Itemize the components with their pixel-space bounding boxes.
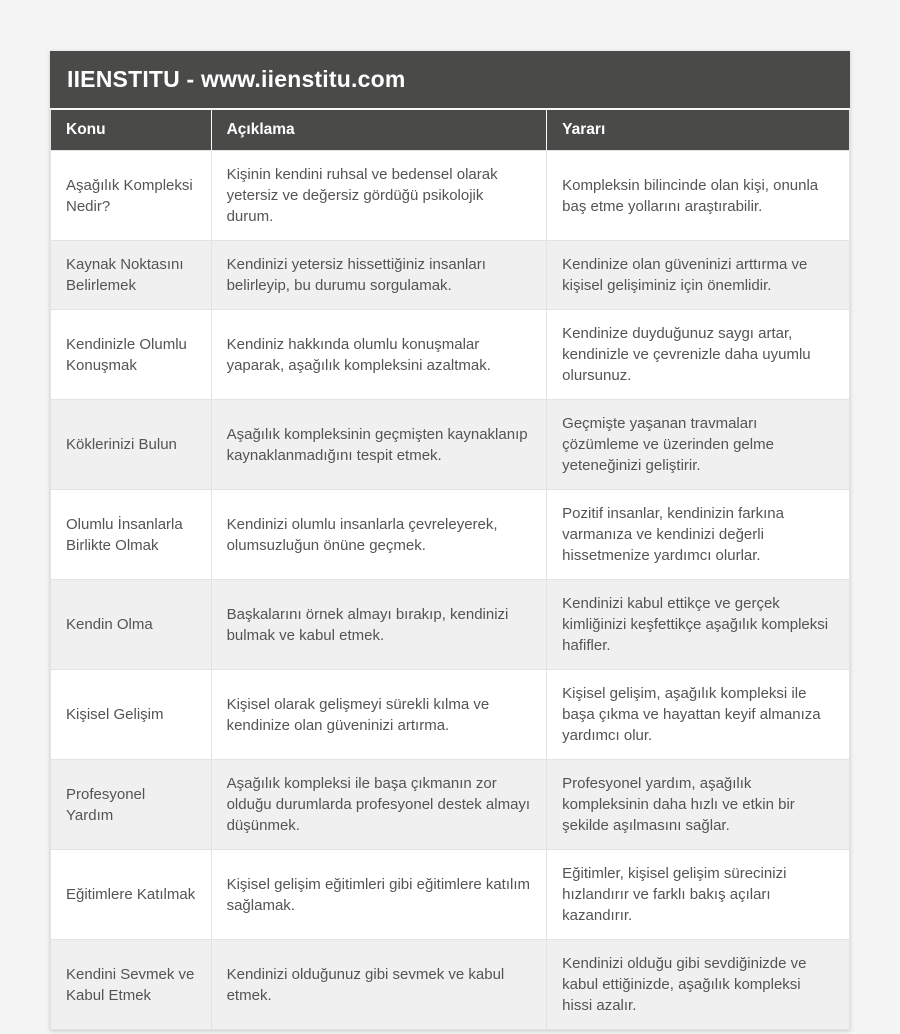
column-header-yarari: Yararı [547,110,850,151]
title-bar [50,51,850,110]
table-row [51,310,850,400]
cell-konu: Aşağılık Kompleksi Nedir? [51,151,212,241]
cell-yarari: Geçmişte yaşanan travmaları çözümleme ve üzerinden gelme yeteneğinizi geliştirir. [547,400,850,490]
cell-konu: Olumlu İnsanlarla Birlikte Olmak [51,490,212,580]
cell-yarari: Eğitimler, kişisel gelişim sürecinizi hızlandırır ve farklı bakış açıları kazandırır. [547,850,850,940]
cell-aciklama: Kişisel olarak gelişmeyi sürekli kılma ve kendinize olan güveninizi artırma. [211,670,547,760]
cell-konu: Profesyonel Yardım [51,760,212,850]
cell-yarari: Kendinizi kabul ettikçe ve gerçek kimliğinizi keşfettikçe aşağılık kompleksi hafifler. [547,580,850,670]
table-row [51,151,850,241]
cell-konu: Eğitimlere Katılmak [51,850,212,940]
cell-aciklama: Kişinin kendini ruhsal ve bedensel olarak yetersiz ve değersiz gördüğü psikolojik durum. [211,151,547,241]
cell-aciklama: Kendinizi olumlu insanlarla çevreleyerek, olumsuzluğun önüne geçmek. [211,490,547,580]
table-row [51,670,850,760]
cell-konu: Kişisel Gelişim [51,670,212,760]
cell-yarari: Kompleksin bilincinde olan kişi, onunla baş etme yollarını araştırabilir. [547,151,850,241]
table-row [51,241,850,310]
cell-aciklama: Kendinizi olduğunuz gibi sevmek ve kabul etmek. [211,940,547,1030]
cell-aciklama: Aşağılık kompleksinin geçmişten kaynaklanıp kaynaklanmadığını tespit etmek. [211,400,547,490]
table-header [51,110,850,151]
cell-aciklama: Kendiniz hakkında olumlu konuşmalar yaparak, aşağılık kompleksini azaltmak. [211,310,547,400]
table-row [51,940,850,1030]
cell-aciklama: Başkalarını örnek almayı bırakıp, kendinizi bulmak ve kabul etmek. [211,580,547,670]
topics-table [50,110,850,1030]
cell-konu: Kendini Sevmek ve Kabul Etmek [51,940,212,1030]
table-row [51,400,850,490]
cell-konu: Kaynak Noktasını Belirlemek [51,241,212,310]
cell-aciklama: Kişisel gelişim eğitimleri gibi eğitimlere katılım sağlamak. [211,850,547,940]
column-header-konu: Konu [51,110,212,151]
cell-konu: Kendinizle Olumlu Konuşmak [51,310,212,400]
cell-yarari: Kendinize olan güveninizi arttırma ve kişisel gelişiminiz için önemlidir. [547,241,850,310]
header-row [51,110,850,151]
cell-yarari: Pozitif insanlar, kendinizin farkına varmanıza ve kendinizi değerli hissetmenize yardımcı olurlar. [547,490,850,580]
table-row [51,760,850,850]
cell-yarari: Kişisel gelişim, aşağılık kompleksi ile başa çıkma ve hayattan keyif almanıza yardımcı olur. [547,670,850,760]
table-row [51,580,850,670]
page-title: IIENSTITU - www.iienstitu.com [67,66,406,92]
table-row [51,490,850,580]
table-body [51,151,850,1030]
cell-aciklama: Kendinizi yetersiz hissettiğiniz insanları belirleyip, bu durumu sorgulamak. [211,241,547,310]
cell-konu: Köklerinizi Bulun [51,400,212,490]
column-header-aciklama: Açıklama [211,110,547,151]
table-row [51,850,850,940]
content-card [50,51,850,1030]
cell-yarari: Profesyonel yardım, aşağılık kompleksinin daha hızlı ve etkin bir şekilde aşılmasını sağlar. [547,760,850,850]
cell-yarari: Kendinize duyduğunuz saygı artar, kendinizle ve çevrenizle daha uyumlu olursunuz. [547,310,850,400]
cell-aciklama: Aşağılık kompleksi ile başa çıkmanın zor olduğu durumlarda profesyonel destek almayı düşünmek. [211,760,547,850]
cell-konu: Kendin Olma [51,580,212,670]
cell-yarari: Kendinizi olduğu gibi sevdiğinizde ve kabul ettiğinizde, aşağılık kompleksi hissi azalır. [547,940,850,1030]
